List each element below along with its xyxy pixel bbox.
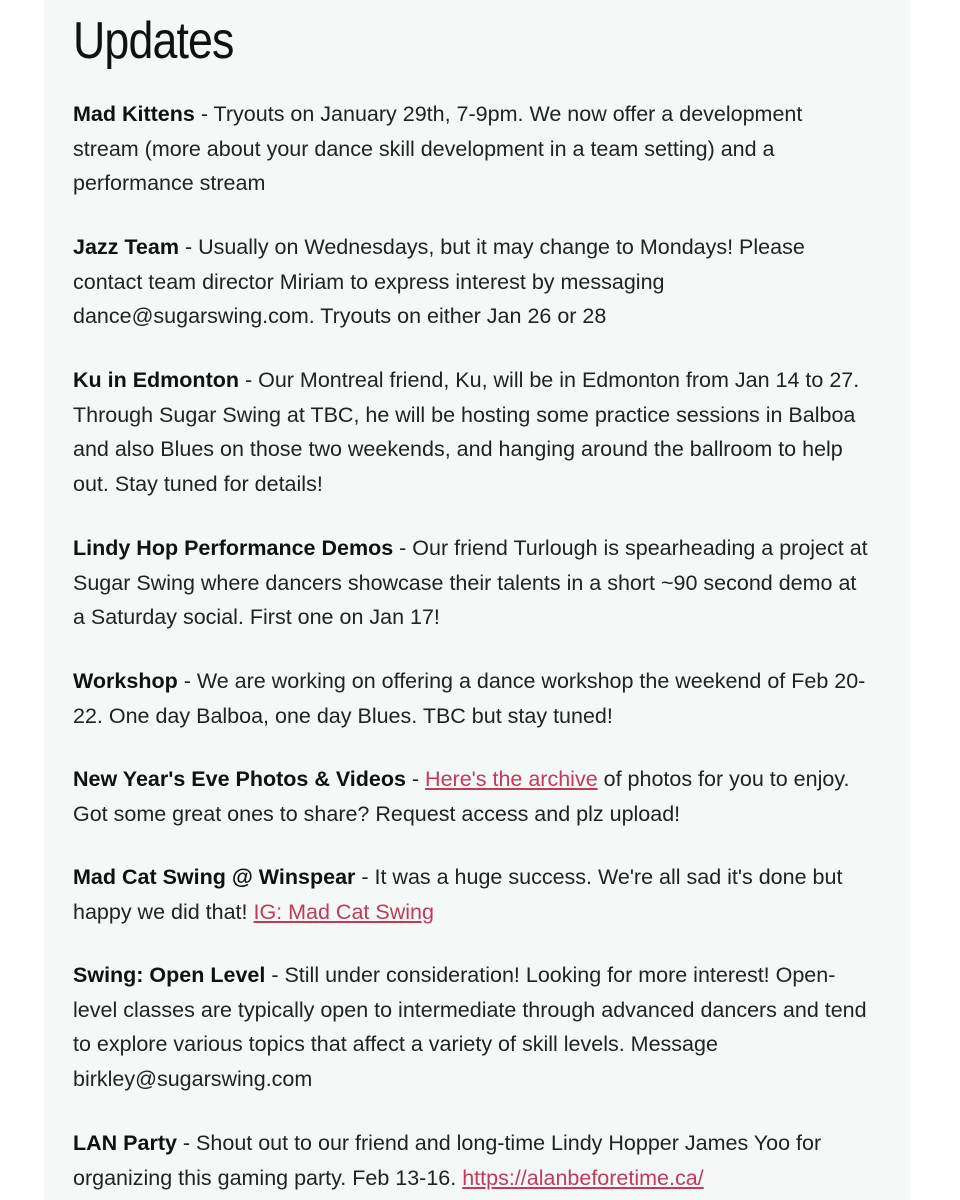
- update-mad-kittens: [73, 97, 873, 201]
- update-heading: Mad Kittens: [73, 102, 195, 126]
- update-heading: New Year's Eve Photos & Videos: [73, 767, 406, 791]
- update-text: - We are working on offering a dance workshop the weekend of Feb 20-22. One day Balboa, one day Blues. TBC but stay tuned!: [73, 669, 866, 728]
- updates-content: [73, 0, 873, 1190]
- update-heading: LAN Party: [73, 1131, 177, 1155]
- updates-panel: [44, 0, 910, 1200]
- update-heading: Ku in Edmonton: [73, 368, 239, 392]
- update-heading: Swing: Open Level: [73, 963, 266, 987]
- update-mad-cat-winspear: [73, 860, 873, 929]
- archive-link[interactable]: Here's the archive: [425, 767, 598, 791]
- update-heading: Mad Cat Swing @ Winspear: [73, 865, 356, 889]
- update-text: of photos for you to enjoy. Got some great ones to share? Request access and plz upload!: [73, 767, 850, 826]
- update-heading: Jazz Team: [73, 235, 179, 259]
- update-swing-open-level: [73, 958, 873, 1096]
- update-text: - Usually on Wednesdays, but it may change to Mondays! Please contact team director Miriam to express interest by messaging dance@sugarswing.com. Tryouts on either Jan 26 or 28: [73, 235, 805, 328]
- update-text: -: [405, 767, 426, 791]
- update-text: - It was a huge success. We're all sad it's done but happy we did that!: [73, 865, 843, 924]
- update-workshop: [73, 664, 873, 733]
- update-text: - Still under consideration! Looking for more interest! Open-level classes are typically open to intermediate through advanced dancers and tend to explore various topics that affect a variety of skill levels. Message birkley@sugarswing.com: [73, 963, 867, 1091]
- update-text: - Our Montreal friend, Ku, will be in Edmonton from Jan 14 to 27. Through Sugar Swing at TBC, he will be hosting some practice sessions in Balboa and also Blues on those two weekends, and hanging around the ballroom to help out. Stay tuned for details!: [73, 368, 860, 496]
- update-jazz-team: [73, 230, 873, 334]
- update-text: - Shout out to our friend and long-time Lindy Hopper James Yoo for organizing this gaming party. Feb 13-16.: [73, 1131, 822, 1190]
- page-title: Updates: [73, 12, 234, 70]
- lan-party-link[interactable]: https://alanbeforetime.ca/: [462, 1165, 704, 1190]
- update-text: - Our friend Turlough is spearheading a project at Sugar Swing where dancers showcase their talents in a short ~90 second demo at a Saturday social. First one on Jan 17!: [73, 536, 868, 629]
- update-lindy-hop-demos: [73, 531, 873, 635]
- update-heading: Lindy Hop Performance Demos: [73, 536, 394, 560]
- update-lan-party: [73, 1126, 873, 1195]
- update-text: - Tryouts on January 29th, 7-9pm. We now offer a development stream (more about your dance skill development in a team setting) and a performance stream: [73, 102, 803, 195]
- update-ku-in-edmonton: [73, 363, 873, 501]
- update-nye-photos: [73, 762, 873, 831]
- update-heading: Workshop: [73, 669, 178, 693]
- instagram-link[interactable]: IG: Mad Cat Swing: [253, 899, 434, 924]
